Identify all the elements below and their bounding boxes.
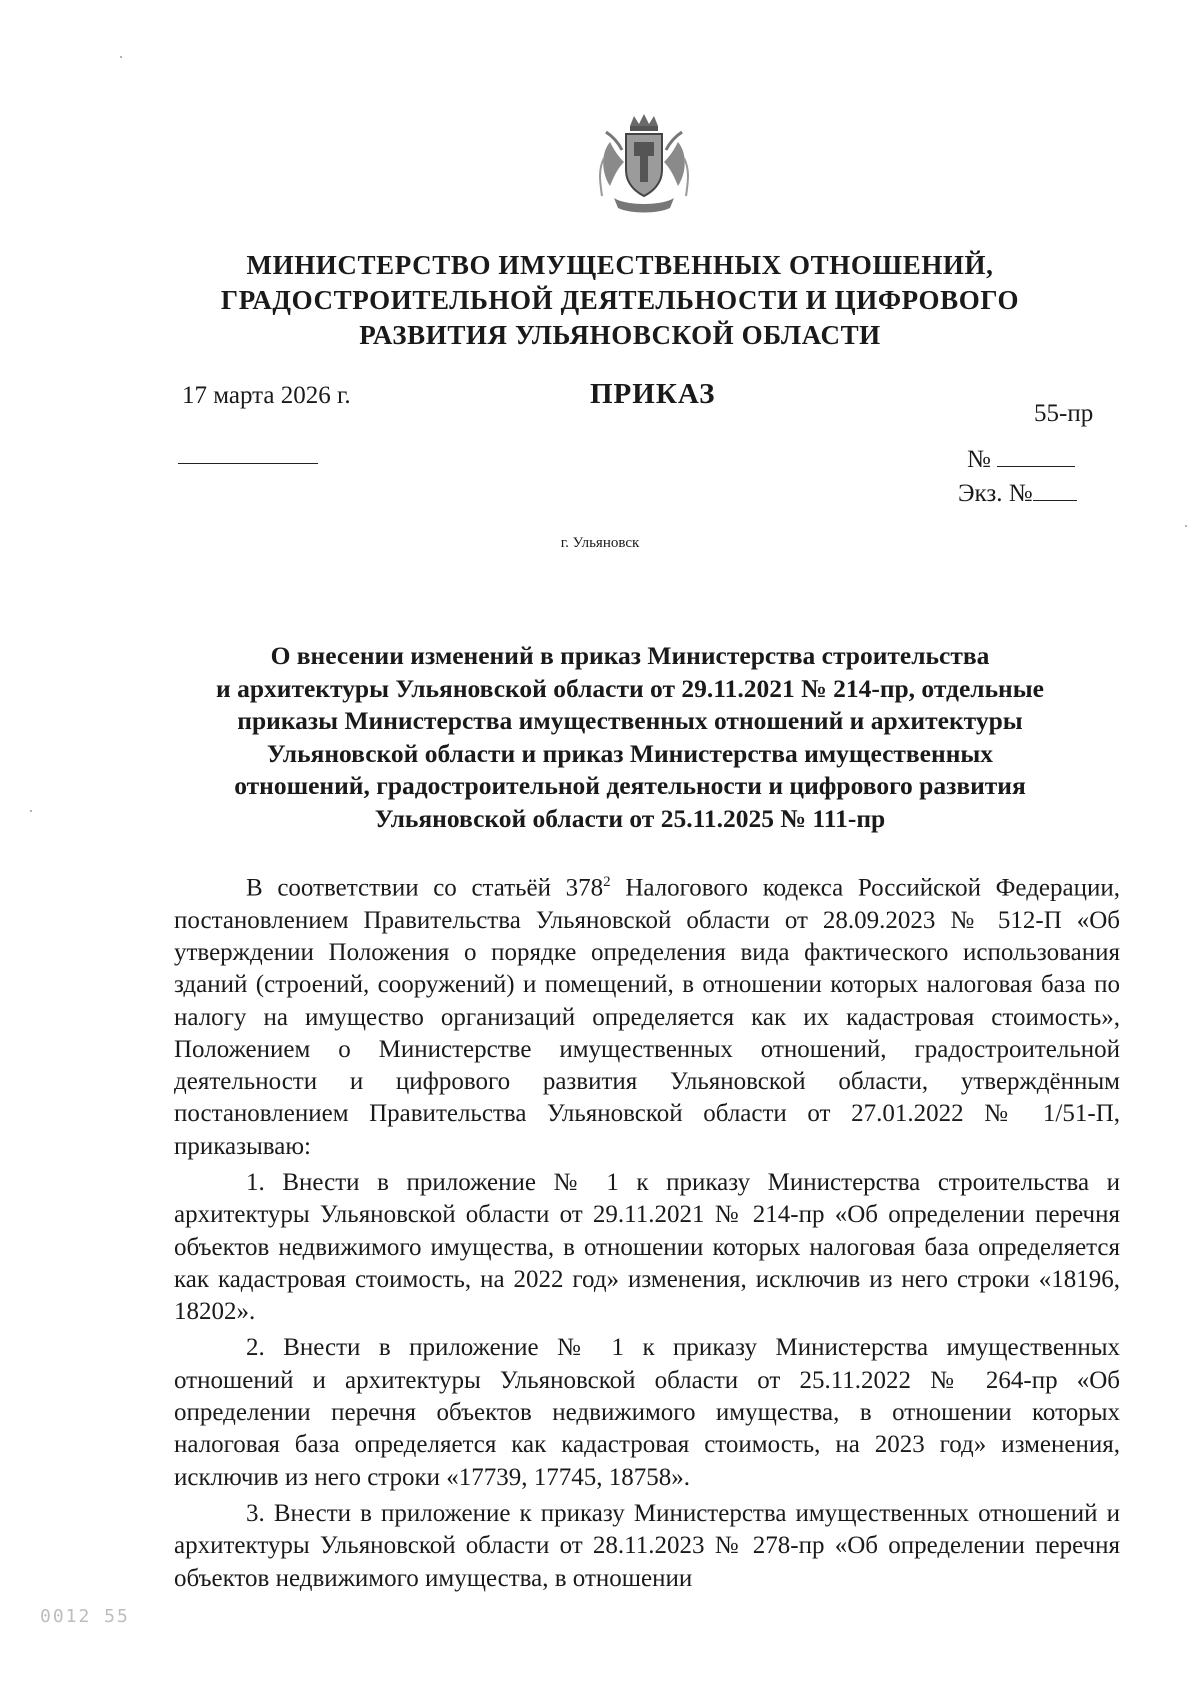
ministry-name-line: МИНИСТЕРСТВО ИМУЩЕСТВЕННЫХ ОТНОШЕНИЙ,	[246, 250, 994, 280]
order-item: 2. Внести в приложение № 1 к приказу Министерства имущественных отношений и архитектуры Ульяновской области от 25.11.2022 № 264-пр «Об определении перечня объектов недвижимого имущества, в отношении которых налоговая база определяется как кадастровая стоимость, на 2023 год» изменения, исключив из него строки «17739, 17745, 18758».	[174, 1334, 1120, 1491]
subject-line: приказы Министерства имущественных отношений и архитектуры	[237, 706, 1023, 735]
number-field	[967, 444, 1075, 474]
order-number: 55-пр	[1034, 400, 1094, 427]
document-title: ПРИКАЗ	[590, 378, 716, 410]
subject-line: О внесении изменений в приказ Министерства строительства	[270, 641, 990, 670]
article-superscript: 2	[603, 874, 611, 890]
order-date: 17 марта 2026 г.	[182, 382, 351, 409]
subject-line: Ульяновской области и приказ Министерства имущественных	[266, 738, 994, 768]
preamble-rest: Налогового кодекса Российской Федерации, постановлением Правительства Ульяновской области от 28.09.2023 № 512-П «Об утверждении Положения о порядке определения вида фактического использования зданий (строений, сооружений) и помещений, в отношении которых налоговая база по налогу на имущество организаций определяется как их кадастровая стоимость», Положением о Министерстве имущественных отношений, градостроительной деятельности и цифрового развития Ульяновской области, утверждённым постановлением Правительства Ульяновской области от 27.01.2022 № 1/51-П, приказываю:	[174, 874, 1120, 1160]
order-subject	[160, 640, 1100, 835]
date-underline	[178, 463, 318, 464]
preamble-start: В соответствии со статьёй 378	[246, 874, 604, 902]
subject-line: и архитектуры Ульяновской области от 29.11.2021 № 214-пр, отдельные	[216, 673, 1044, 703]
subject-line: Ульяновской области от 25.11.2025 № 111-пр	[374, 803, 886, 833]
preamble-paragraph	[174, 866, 1120, 1163]
order-item: 3. Внести в приложение к приказу Министерства имущественных отношений и архитектуры Ульяновской области от 28.11.2023 № 278-пр «Об определении перечня объектов недвижимого имущества, в отношении	[174, 1499, 1120, 1592]
number-blank-line	[997, 444, 1075, 467]
copy-number-blank-line	[1033, 478, 1077, 501]
ministry-name-line: ГРАДОСТРОИТЕЛЬНОЙ ДЕЯТЕЛЬНОСТИ И ЦИФРОВОГО	[220, 285, 1020, 315]
number-label: №	[967, 446, 991, 473]
scan-speck	[120, 56, 122, 58]
order-item: 1. Внести в приложение № 1 к приказу Министерства строительства и архитектуры Ульяновской области от 29.11.2021 № 214-пр «Об определении перечня объектов недвижимого имущества, в отношении которых налоговая база определяется как кадастровая стоимость, на 2022 год» изменения, исключив из него строки «18196, 18202».	[174, 1169, 1120, 1326]
ministry-name-line: РАЗВИТИЯ УЛЬЯНОВСКОЙ ОБЛАСТИ	[359, 320, 881, 350]
order-body	[174, 866, 1120, 1595]
subject-line: отношений, градостроительной деятельности и цифрового развития	[234, 771, 1026, 800]
city-name: г. Ульяновск	[560, 535, 640, 551]
coat-of-arms-icon	[596, 112, 692, 216]
copy-number-label: Экз. №	[958, 480, 1033, 507]
scan-speck	[30, 810, 32, 812]
ministry-name	[180, 248, 1060, 353]
footer-code: 0012 55	[40, 1606, 130, 1627]
copy-number-field	[958, 478, 1077, 508]
scan-speck	[1185, 525, 1187, 527]
